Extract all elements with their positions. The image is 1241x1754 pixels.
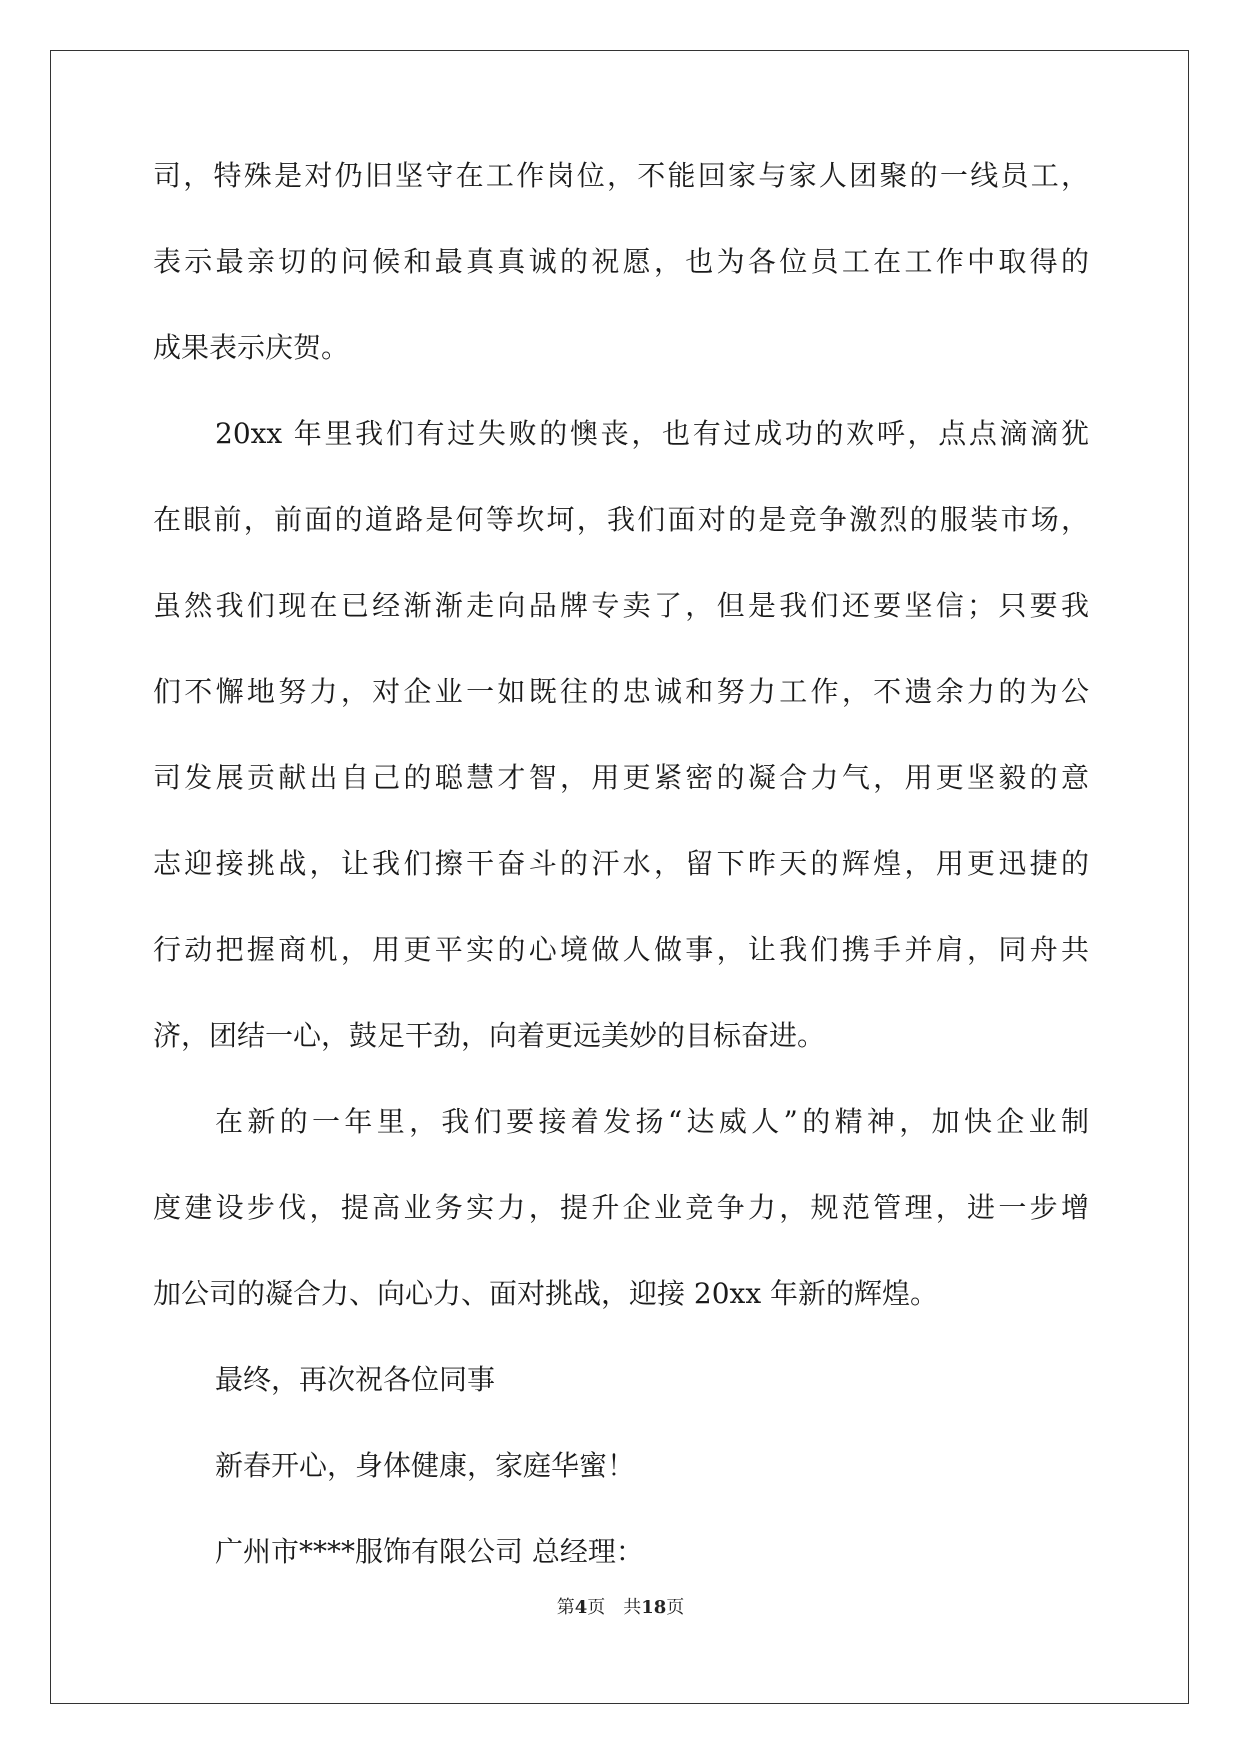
paragraph-line: 在眼前，前面的道路是何等坎坷，我们面对的是竞争激烈的服装市场， (153, 503, 1089, 536)
paragraph-line: 济，团结一心，鼓足干劲，向着更远美妙的目标奋进。 (153, 1019, 826, 1052)
paragraph-line: 在新的一年里，我们要接着发扬“达威人”的精神，加快企业制 (215, 1105, 1089, 1138)
page-suffix: 页 (587, 1597, 606, 1618)
page-prefix: 第 (556, 1597, 575, 1618)
paragraph-line: 加公司的凝合力、向心力、面对挑战，迎接 20xx 年新的辉煌。 (153, 1277, 939, 1310)
paragraph-line: 行动把握商机，用更平实的心境做人做事，让我们携手并肩，同舟共 (153, 933, 1089, 966)
paragraph-line: 20xx 年里我们有过失败的懊丧，也有过成功的欢呼，点点滴滴犹 (215, 417, 1089, 450)
closing-line: 最终，再次祝各位同事 (215, 1363, 496, 1396)
paragraph-line: 虽然我们现在已经渐渐走向品牌专卖了，但是我们还要坚信；只要我 (153, 589, 1089, 622)
paragraph-line: 度建设步伐，提高业务实力，提升企业竞争力，规范管理，进一步增 (153, 1191, 1089, 1224)
page-footer (0, 1596, 1241, 1620)
paragraph-line: 们不懈地努力，对企业一如既往的忠诚和努力工作，不遗余力的为公 (153, 675, 1089, 708)
paragraph-line: 司，特殊是对仍旧坚守在工作岗位，不能回家与家人团聚的一线员工， (153, 159, 1089, 192)
total-suffix: 页 (666, 1597, 685, 1618)
document-body (153, 158, 1089, 1620)
signature-line: 广州市****服饰有限公司 总经理： (215, 1535, 644, 1568)
paragraph-line: 成果表示庆贺。 (153, 331, 350, 364)
paragraph-line: 表示最亲切的问候和最真真诚的祝愿，也为各位员工在工作中取得的 (153, 245, 1089, 278)
page-number: 4 (574, 1597, 588, 1618)
total-pages: 18 (641, 1597, 667, 1618)
paragraph-line: 司发展贡献出自己的聪慧才智，用更紧密的凝合力气，用更坚毅的意 (153, 761, 1089, 794)
closing-line: 新春开心，身体健康，家庭华蜜！ (215, 1449, 636, 1482)
paragraph-line: 志迎接挑战，让我们擦干奋斗的汗水，留下昨天的辉煌，用更迅捷的 (153, 847, 1089, 880)
total-prefix: 共 (623, 1597, 642, 1618)
